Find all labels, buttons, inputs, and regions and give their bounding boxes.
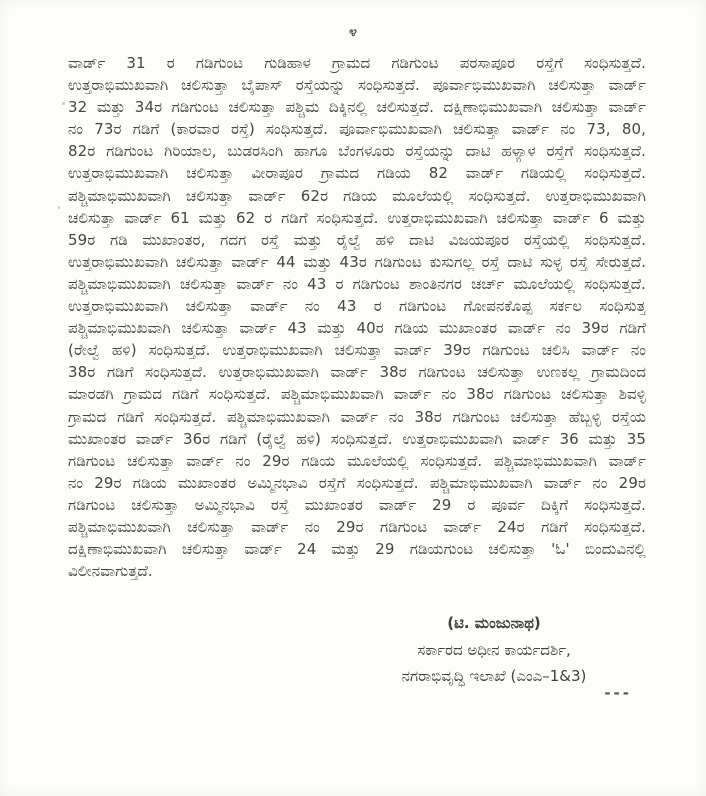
body-line: ಗಡಿಗುಂಟ ಚಲಿಸುತ್ತಾ ವಾರ್ಡ್ ನಂ 29ರ ಗಡಿಯ ಮೂಲೆಯಲ್ಲಿ ಸಂಧಿಸುತ್ತದೆ. ಪಶ್ಚಿಮಾಭಿಮುಖವಾಗಿ ವಾರ್ಡ್	[68, 451, 646, 470]
body-line: ಚಲಿಸುತ್ತಾ ವಾರ್ಡ್ 61 ಮತ್ತು 62 ರ ಗಡಿಗೆ ಸಂಧಿಸುತ್ತದೆ. ಉತ್ತರಾಭಿಮುಖವಾಗಿ ಚಲಿಸುತ್ತಾ ವಾರ್ಡ್ 6 ಮತ್ತು	[68, 208, 646, 227]
body-line: ಪಶ್ಚಿಮಾಭಿಮುಖವಾಗಿ ಚಲಿಸುತ್ತಾ ವಾರ್ಡ್ ನಂ 29ರ ಗಡಿಗುಂಟ ವಾರ್ಡ್ 24ರ ಗಡಿಗೆ ಸಂಧಿಸುತ್ತದೆ.	[68, 517, 646, 536]
body-line: ಗಡಿಗುಂಟ ಚಲಿಸುತ್ತಾ ಅಮ್ಮಿನಭಾವಿ ರಸ್ತೆ ಮುಖಾಂತರ ವಾರ್ಡ್ 29 ರ ಪೂರ್ವ ದಿಕ್ಕಿಗೆ ಸಂಧಿಸುತ್ತದೆ.	[68, 495, 646, 514]
scan-speck	[58, 206, 60, 209]
signatory-name: (ಟಿ. ಮಂಜುನಾಥ)	[447, 614, 541, 632]
signature-block	[374, 610, 614, 690]
body-line: ಉತ್ತರಾಭಿಮುಖವಾಗಿ ಚಲಿಸುತ್ತಾ ವಾರ್ಡ್ 44 ಮತ್ತು 43ರ ಗಡಿಗುಂಟ ಕುಸುಗಲ್ಲ ರಸ್ತೆ ದಾಟಿ ಸುಳ್ಳ ರಸ್ತೆ ಸೇರುತ್ತದೆ.	[68, 252, 646, 271]
end-of-document-dashes: ---	[604, 684, 632, 702]
body-line: ನಂ 73ರ ಗಡಿಗೆ (ಕಾರವಾರ ರಸ್ತೆ) ಸಂಧಿಸುತ್ತದೆ. ಪೂರ್ವಾಭಿಮುಖವಾಗಿ ಚಲಿಸುತ್ತಾ ವಾರ್ಡ್ ನಂ 73, 80,	[68, 120, 646, 139]
body-line: ವಿಲೀನವಾಗುತ್ತದೆ.	[68, 562, 153, 581]
body-line: ಪಶ್ಚಿಮಾಭಿಮುಖವಾಗಿ ಚಲಿಸುತ್ತಾ ವಾರ್ಡ್ 62ರ ಗಡಿಯ ಮೂಲೆಯಲ್ಲಿ ಸಂಧಿಸುತ್ತದೆ. ಉತ್ತರಾಭಿಮುಖವಾಗಿ	[68, 186, 646, 205]
body-line: ದಕ್ಷಿಣಾಭಿಮುಖವಾಗಿ ಚಲಿಸುತ್ತಾ ವಾರ್ಡ್ 24 ಮತ್ತು 29 ಗಡಿಯಗುಂಟ ಚಲಿಸುತ್ತಾ 'ಓ' ಬಿಂದುವಿನಲ್ಲಿ	[68, 540, 646, 559]
body-line: ಉತ್ತರಾಭಿಮುಖವಾಗಿ ಚಲಿಸುತ್ತಾ ಬೈಪಾಸ್ ರಸ್ತೆಯನ್ನು ಸಂಧಿಸುತ್ತದೆ. ಪೂರ್ವಾಭಿಮುಖವಾಗಿ ಚಲಿಸುತ್ತಾ ವಾರ್ಡ್	[68, 76, 646, 95]
body-line: ಉತ್ತರಾಭಿಮುಖವಾಗಿ ಚಲಿಸುತ್ತಾ ವೀರಾಪೂರ ಗ್ರಾಮದ ಗಡಿಯ 82 ವಾರ್ಡ್ ಗಡಿಯಲ್ಲಿ ಸಂಧಿಸುತ್ತದೆ.	[68, 164, 646, 183]
body-line: ಪಶ್ಚಿಮಾಭಿಮುಖವಾಗಿ ಚಲಿಸುತ್ತಾ ವಾರ್ಡ್ 43 ಮತ್ತು 40ರ ಗಡಿಯ ಮುಖಾಂತರ ವಾರ್ಡ್ ನಂ 39ರ ಗಡಿಗೆ	[68, 319, 646, 338]
body-line: ನಂ 29ರ ಗಡಿಯ ಮುಖಾಂತರ ಅಮ್ಮಿನಭಾವಿ ರಸ್ತೆಗೆ ಸಂಧಿಸುತ್ತದೆ. ಪಶ್ಚಿಮಾಭಿಮುಖವಾಗಿ ವಾರ್ಡ್ ನಂ 29ರ	[68, 473, 646, 492]
body-line: ಉತ್ತರಾಭಿಮುಖವಾಗಿ ಚಲಿಸುತ್ತಾ ವಾರ್ಡ್ ನಂ 43 ರ ಗಡಿಗುಂಟ ಗೋಪನಕೊಪ್ಪ ಸರ್ಕಲ ಸಂಧಿಸುತ್ತ	[68, 297, 646, 316]
body-line: 82ರ ಗಡಿಗುಂಟ ಗಿರಿಯಾಲ, ಬುಡರಸಿಂಗಿ ಹಾಗೂ ಬೆಂಗಳೂರು ರಸ್ತೆಯನ್ನು ದಾಟಿ ಹಳ್ಯಾಳ ರಸ್ತೆಗೆ ಸಂಧಿಸುತ್ತದೆ.	[68, 142, 646, 161]
page-number: ೪	[349, 24, 357, 40]
body-line: (ರೇಲ್ವೆ ಹಳಿ) ಸಂಧಿಸುತ್ತದೆ. ಉತ್ತರಾಭಿಮುಖವಾಗಿ ಚಲಿಸುತ್ತಾ ವಾರ್ಡ್ 39ರ ಗಡಿಗುಂಟ ಚಲಿಸಿ ವಾರ್ಡ್ ನಂ	[68, 341, 646, 360]
body-line: 59ರ ಗಡಿ ಮುಖಾಂತರ, ಗದಗ ರಸ್ತೆ ಮತ್ತು ರೈಲ್ವೆ ಹಳಿ ದಾಟಿ ವಿಜಯಪೂರ ರಸ್ತೆಯಲ್ಲಿ ಸಂಧಿಸುತ್ತದೆ.	[68, 230, 646, 249]
scan-speck	[62, 102, 65, 105]
signatory-department: ನಗರಾಭಿವೃದ್ಧಿ ಇಲಾಖೆ (ಎಂಎ–1&3)	[401, 667, 587, 685]
body-line: ಮಾರಡಗಿ ಗ್ರಾಮದ ಗಡಿಗೆ ಸಂಧಿಸುತ್ತದೆ. ಪಶ್ಚಿಮಾಭಿಮುಖವಾಗಿ ವಾರ್ಡ್ ನಂ 38ರ ಗಡಿಗುಂಟ ಚಲಿಸುತ್ತಾ ಶಿವಳ್ಳಿ	[68, 385, 646, 404]
body-line: ಮುಖಾಂತರ ವಾರ್ಡ್ 36ರ ಗಡಿಗೆ (ರೈಲ್ವೆ ಹಳಿ) ಸಂಧಿಸುತ್ತದೆ. ಉತ್ತರಾಭಿಮುಖವಾಗಿ ವಾರ್ಡ್ 36 ಮತ್ತು 35	[68, 429, 646, 448]
body-line: ಗ್ರಾಮದ ಗಡಿಗೆ ಸಂಧಿಸುತ್ತದೆ. ಪಶ್ಚಿಮಾಭಿಮುಖವಾಗಿ ವಾರ್ಡ್ ನಂ 38ರ ಗಡಿಗುಂಟ ಚಲಿಸುತ್ತಾ ಹೆಬ್ಬಳ್ಳಿ ರಸ್ತೆಯ	[68, 407, 646, 426]
body-line: ಪಶ್ಚಿಮಾಭಿಮುಖವಾಗಿ ಚಲಿಸುತ್ತಾ ವಾರ್ಡ್ ನಂ 43 ರ ಗಡಿಗುಂಟ ಶಾಂತಿನಗರ ಚರ್ಚ್ ಮೂಲೆಯಲ್ಲಿ ಸಂಧಿಸುತ್ತದೆ.	[68, 274, 646, 293]
signatory-designation: ಸರ್ಕಾರದ ಅಧೀನ ಕಾರ್ಯದರ್ಶಿ,	[417, 640, 571, 659]
body-line: 38ರ ಗಡಿಗೆ ಸಂಧಿಸುತ್ತದೆ. ಉತ್ತರಾಭಿಮುಖವಾಗಿ ವಾರ್ಡ್ 38ರ ಗಡಿಗುಂಟ ಚಲಿಸುತ್ತಾ ಉಣಕಲ್ಲ ಗ್ರಾಮದಿಂದ	[68, 363, 646, 382]
body-line: ವಾರ್ಡ್ 31 ರ ಗಡಿಗುಂಟ ಗುಡಿಹಾಳ ಗ್ರಾಮದ ಗಡಿಗುಂಟ ಪರಸಾಪೂರ ರಸ್ತೆಗೆ ಸಂಧಿಸುತ್ತದೆ.	[68, 54, 646, 72]
document-body-text	[68, 52, 646, 582]
body-line: 32 ಮತ್ತು 34ರ ಗಡಿಗುಂಟ ಚಲಿಸುತ್ತಾ ಪಶ್ಚಿಮ ದಿಕ್ಕಿನಲ್ಲಿ ಚಲಿಸುತ್ತದೆ. ದಕ್ಷಿಣಾಭಿಮುಖವಾಗಿ ಚಲಿಸುತ್ತಾ ವಾರ್ಡ್	[68, 98, 646, 117]
